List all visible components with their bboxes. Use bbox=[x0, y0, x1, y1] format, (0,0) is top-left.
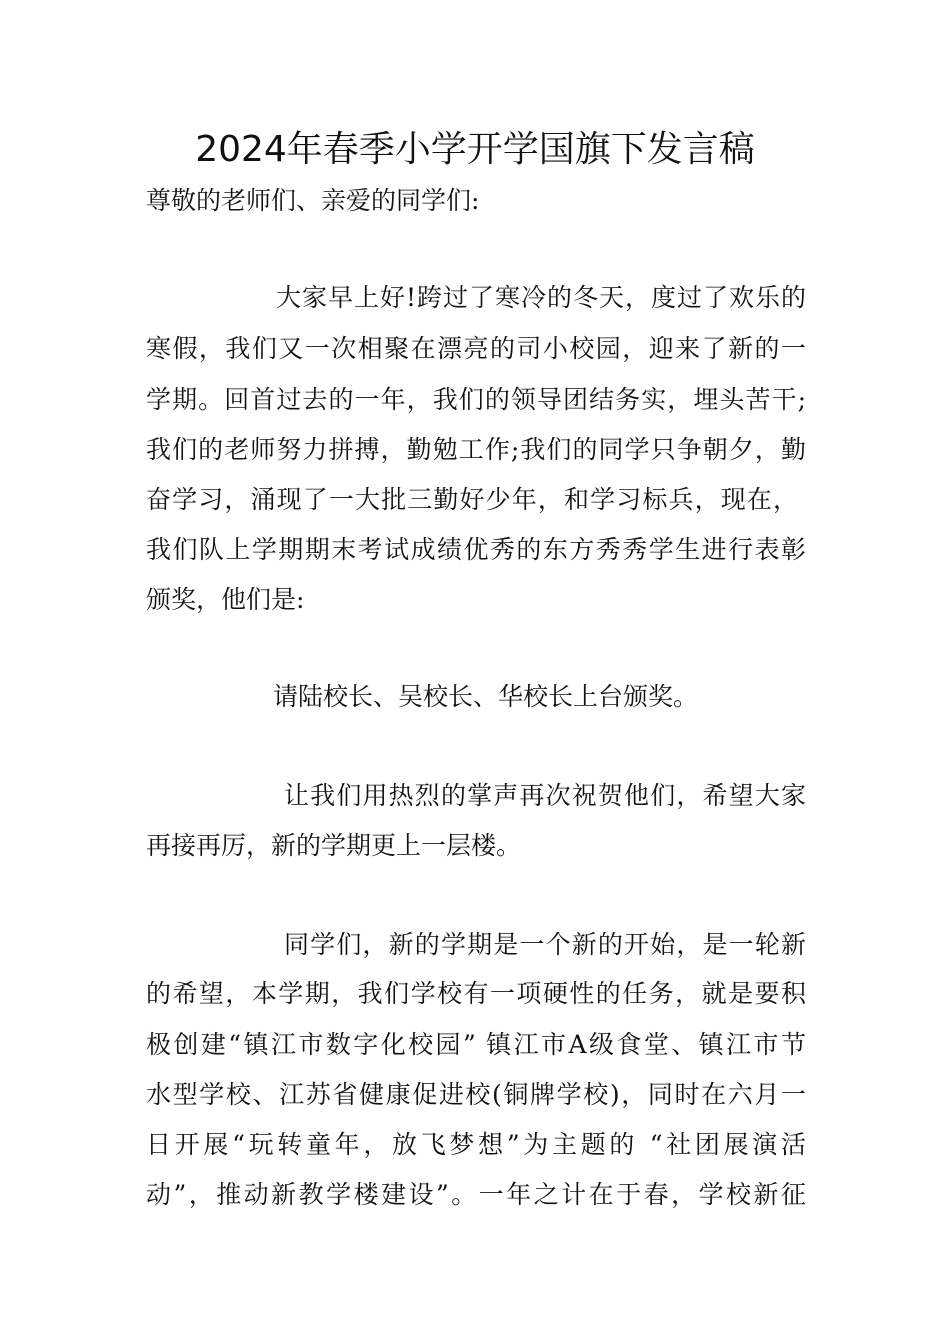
paragraph-line: 我们队上学期期末考试成绩优秀的东方秀秀学生进行表彰 bbox=[146, 535, 806, 564]
document-title: 2024年春季小学开学国旗下发言稿 bbox=[195, 129, 755, 170]
paragraph-line: 的希望，本学期，我们学校有一项硬性的任务，就是要积 bbox=[146, 979, 806, 1008]
salutation: 尊敬的老师们、亲爱的同学们: bbox=[146, 186, 480, 215]
paragraph-line: 我们的老师努力拼搏，勤勉工作;我们的同学只争朝夕，勤 bbox=[146, 435, 806, 464]
paragraph-line: 奋学习，涌现了一大批三勤好少年，和学习标兵，现在， bbox=[146, 485, 798, 514]
paragraph-line: 再接再厉，新的学期更上一层楼。 bbox=[146, 831, 522, 860]
paragraph-2: 请陆校长、吴校长、华校长上台颁奖。 bbox=[273, 682, 699, 711]
paragraph-line: 颁奖，他们是: bbox=[146, 585, 305, 614]
paragraph-line: 学期。回首过去的一年，我们的领导团结务实，埋头苦干; bbox=[146, 385, 806, 414]
paragraph-line: 水型学校、江苏省健康促进校(铜牌学校)，同时在六月一 bbox=[146, 1080, 806, 1109]
paragraph-line: 动”，推动新教学楼建设”。一年之计在于春，学校新征 bbox=[146, 1180, 806, 1209]
paragraph-line: 同学们，新的学期是一个新的开始，是一轮新 bbox=[284, 930, 806, 959]
paragraph-line: 极创建“镇江市数字化校园” 镇江市A级食堂、镇江市节 bbox=[146, 1030, 806, 1059]
paragraph-line: 大家早上好!跨过了寒冷的冬天，度过了欢乐的 bbox=[276, 283, 806, 312]
paragraph-line: 日开展“玩转童年，放飞梦想”为主题的 “社团展演活 bbox=[146, 1130, 806, 1159]
paragraph-line: 让我们用热烈的掌声再次祝贺他们，希望大家 bbox=[284, 781, 806, 810]
paragraph-line: 寒假，我们又一次相聚在漂亮的司小校园，迎来了新的一 bbox=[146, 334, 806, 363]
